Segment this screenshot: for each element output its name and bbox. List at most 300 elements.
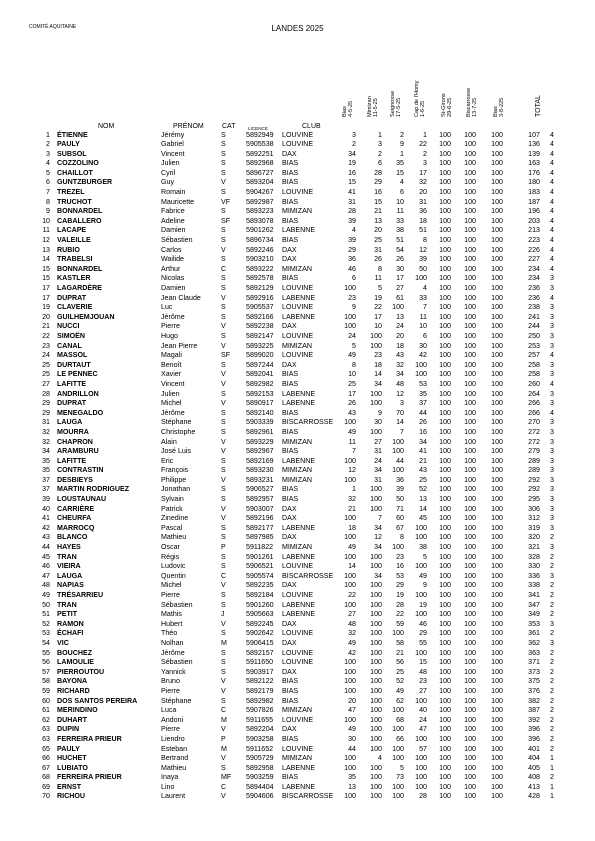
race-1-cell: 5 [352, 341, 356, 350]
rank-cell: 65 [42, 744, 50, 753]
rank-cell: 63 [42, 725, 50, 734]
race-6-cell: 100 [464, 495, 476, 504]
race-2-cell: 16 [374, 188, 382, 197]
race-3-cell: 35 [396, 159, 404, 168]
nom-cell: MASSOL [57, 351, 88, 360]
race-1-cell: 21 [348, 504, 356, 513]
race-1-cell: 100 [344, 418, 356, 427]
race-count-cell: 4 [550, 188, 554, 197]
cat-cell: S [221, 188, 226, 197]
race-1-cell: 48 [348, 619, 356, 628]
rank-cell: 10 [42, 216, 50, 225]
licence-cell: 5905538 [246, 140, 274, 149]
nom-cell: GUILHEMJOUAN [57, 312, 115, 321]
rank-cell: 70 [42, 792, 50, 801]
nom-cell: MARROCQ [57, 523, 95, 532]
rank-cell: 13 [42, 245, 50, 254]
total-cell: 176 [528, 168, 540, 177]
race-6-cell: 100 [464, 130, 476, 139]
cat-cell: S [221, 331, 226, 340]
prenom-cell: Jean Claude [161, 293, 201, 302]
prenom-cell: Pierre [161, 686, 180, 695]
race-5-cell: 100 [439, 495, 451, 504]
prenom-cell: Jérôme [161, 312, 185, 321]
race-3-cell: 39 [396, 485, 404, 494]
nom-cell: DURTAUT [57, 360, 91, 369]
total-cell: 203 [528, 216, 540, 225]
race-2-cell: 100 [370, 782, 382, 791]
race-5-cell: 100 [439, 763, 451, 772]
cat-cell: S [221, 130, 226, 139]
race-6-cell: 100 [464, 638, 476, 647]
licence-cell: 5892961 [246, 427, 274, 436]
total-cell: 258 [528, 360, 540, 369]
race-5-cell: 100 [439, 706, 451, 715]
race-3-cell: 68 [396, 715, 404, 724]
nom-cell: SUBSOL [57, 149, 87, 158]
race-count-cell: 2 [550, 629, 554, 638]
total-cell: 382 [528, 696, 540, 705]
club-cell: LABENNE [282, 456, 316, 465]
cat-cell: S [221, 533, 226, 542]
race-7-cell: 100 [491, 447, 503, 456]
table-row [0, 716, 595, 726]
rank-cell: 28 [42, 389, 50, 398]
race-3-cell: 34 [396, 370, 404, 379]
race-4-cell: 2 [423, 149, 427, 158]
nom-cell: BAYONA [57, 677, 88, 686]
race-5-date: 29-6-25 [447, 97, 454, 117]
race-6-cell: 100 [464, 591, 476, 599]
total-cell: 264 [528, 389, 540, 398]
race-3-cell: 29 [396, 581, 404, 590]
club-cell: MIMIZAN [282, 706, 312, 715]
prenom-cell: Liendro [161, 734, 185, 743]
club-cell: LABENNE [282, 600, 316, 609]
prenom-cell: Yannick [161, 667, 186, 676]
race-3-cell: 50 [396, 495, 404, 504]
race-count-cell: 2 [550, 744, 554, 753]
cat-cell: V [221, 178, 226, 187]
table-row [0, 601, 595, 611]
prenom-cell: Carlos [161, 245, 182, 254]
race-3-cell: 67 [396, 523, 404, 532]
race-6-cell: 100 [464, 159, 476, 168]
race-6-cell: 100 [464, 370, 476, 379]
prenom-cell: Zinedine [161, 514, 189, 523]
prenom-cell: Régis [161, 552, 180, 561]
race-1-cell: 11 [348, 437, 356, 446]
race-5-cell: 100 [439, 782, 451, 791]
race-1-cell: 24 [348, 331, 356, 340]
race-count-cell: 2 [550, 686, 554, 695]
race-2-cell: 100 [370, 734, 382, 743]
table-row [0, 409, 595, 419]
race-4-cell: 53 [419, 379, 427, 388]
race-1-cell: 28 [348, 207, 356, 216]
prenom-cell: Alain [161, 437, 177, 446]
rank-cell: 23 [42, 341, 50, 350]
table-row [0, 255, 595, 265]
race-2-cell: 100 [370, 610, 382, 619]
race-5-cell: 100 [439, 379, 451, 388]
club-cell: DAX [282, 514, 297, 523]
rank-cell: 58 [42, 677, 50, 686]
race-count-cell: 3 [550, 543, 554, 552]
race-4-cell: 33 [419, 293, 427, 302]
race-count-cell: 3 [550, 571, 554, 580]
prenom-cell: Michel [161, 399, 182, 408]
column-header-cat: CAT [222, 123, 236, 130]
total-cell: 376 [528, 686, 540, 695]
club-cell: BIAS [282, 159, 299, 168]
race-7-cell: 100 [491, 264, 503, 273]
race-6-cell: 100 [464, 408, 476, 417]
race-5-cell: 100 [439, 226, 451, 235]
rank-cell: 41 [42, 514, 50, 523]
club-cell: MIMIZAN [282, 264, 312, 273]
total-cell: 234 [528, 264, 540, 273]
rank-cell: 15 [42, 264, 50, 273]
race-6-cell: 100 [464, 197, 476, 206]
prenom-cell: Gabriel [161, 140, 184, 149]
prenom-cell: Guy [161, 178, 175, 187]
table-row [0, 543, 595, 553]
race-6-cell: 100 [464, 178, 476, 187]
total-cell: 295 [528, 495, 540, 504]
table-row [0, 418, 595, 428]
table-row [0, 370, 595, 380]
prenom-cell: Eric [161, 456, 174, 465]
cat-cell: V [221, 245, 226, 254]
cat-cell: V [221, 619, 226, 628]
race-5-cell: 100 [439, 322, 451, 331]
race-1-cell: 34 [348, 149, 356, 158]
race-3-cell: 44 [396, 456, 404, 465]
race-7-cell: 100 [491, 341, 503, 350]
race-2-cell: 2 [378, 149, 382, 158]
club-cell: LOUVINE [282, 658, 314, 667]
club-cell: BIAS [282, 197, 299, 206]
race-7-cell: 100 [491, 485, 503, 494]
race-1-cell: 17 [348, 389, 356, 398]
club-cell: MIMIZAN [282, 475, 312, 484]
race-count-cell: 3 [550, 341, 554, 350]
cat-cell: S [221, 284, 226, 292]
prenom-cell: Sébastien [161, 658, 193, 667]
total-cell: 226 [528, 245, 540, 254]
race-5-cell: 100 [439, 533, 451, 542]
race-4-cell: 6 [423, 331, 427, 340]
total-cell: 387 [528, 706, 540, 715]
total-cell: 401 [528, 744, 540, 753]
table-row [0, 169, 595, 179]
table-row [0, 495, 595, 505]
race-count-cell: 2 [550, 715, 554, 724]
race-5-cell: 100 [439, 293, 451, 302]
race-count-cell: 3 [550, 456, 554, 465]
rank-cell: 17 [42, 284, 50, 292]
table-row [0, 284, 595, 294]
prenom-cell: Laurent [161, 792, 186, 801]
race-4-cell: 100 [415, 754, 427, 763]
race-2-cell: 6 [378, 159, 382, 168]
nom-cell: ÉTIENNE [57, 130, 88, 139]
race-4-cell: 100 [415, 591, 427, 599]
race-7-cell: 100 [491, 773, 503, 782]
column-header-race-4 [414, 80, 427, 117]
nom-cell: BONNARDEL [57, 264, 103, 273]
race-5-cell: 100 [439, 696, 451, 705]
licence-cell: 5893204 [246, 178, 274, 187]
race-6-cell: 100 [464, 303, 476, 312]
club-cell: DAX [282, 360, 297, 369]
race-6-cell: 100 [464, 514, 476, 523]
race-6-cell: 100 [464, 331, 476, 340]
prenom-cell: Luca [161, 706, 177, 715]
race-1-cell: 12 [348, 466, 356, 475]
race-5-cell: 100 [439, 159, 451, 168]
cat-cell: V [221, 514, 226, 523]
race-count-cell: 2 [550, 725, 554, 734]
table-row [0, 783, 595, 793]
nom-cell: MOURRA [57, 427, 89, 436]
race-4-date: 1-6-25 [420, 100, 427, 117]
race-2-cell: 4 [378, 754, 382, 763]
table-row [0, 658, 595, 668]
total-cell: 223 [528, 236, 540, 245]
race-6-cell: 100 [464, 744, 476, 753]
total-cell: 373 [528, 667, 540, 676]
club-cell: DAX [282, 255, 297, 264]
race-4-cell: 36 [419, 207, 427, 216]
club-cell: BISCARROSSE [282, 571, 334, 580]
licence-cell: 5892958 [246, 763, 274, 772]
race-4-cell: 29 [419, 629, 427, 638]
table-row [0, 476, 595, 486]
licence-cell: 5892184 [246, 591, 274, 599]
nom-cell: LAGARDÈRE [57, 284, 102, 292]
club-cell: DAX [282, 725, 297, 734]
cat-cell: S [221, 389, 226, 398]
race-5-cell: 100 [439, 485, 451, 494]
race-count-cell: 3 [550, 399, 554, 408]
rank-cell: 59 [42, 686, 50, 695]
race-2-cell: 12 [374, 533, 382, 542]
nom-cell: CANAL [57, 341, 82, 350]
nom-cell: LAUGA [57, 418, 83, 427]
licence-cell: 5903259 [246, 773, 274, 782]
club-cell: MIMIZAN [282, 341, 312, 350]
nom-cell: LOUSTAUNAU [57, 495, 107, 504]
race-5-cell: 100 [439, 658, 451, 667]
race-count-cell: 3 [550, 447, 554, 456]
race-7-cell: 100 [491, 149, 503, 158]
race-2-cell: 100 [370, 389, 382, 398]
prenom-cell: Andoni [161, 715, 184, 724]
race-7-cell: 100 [491, 533, 503, 542]
rank-cell: 55 [42, 648, 50, 657]
race-7-cell: 100 [491, 351, 503, 360]
race-2-cell: 100 [370, 696, 382, 705]
table-row [0, 524, 595, 534]
total-cell: 371 [528, 658, 540, 667]
race-6-cell: 100 [464, 543, 476, 552]
race-4-cell: 9 [423, 581, 427, 590]
total-cell: 250 [528, 331, 540, 340]
licence-cell: 5903007 [246, 504, 274, 513]
nom-cell: CONTRASTIN [57, 466, 104, 475]
race-7-cell: 100 [491, 514, 503, 523]
race-3-cell: 100 [392, 447, 404, 456]
race-3-cell: 100 [392, 744, 404, 753]
race-6-date: 13-7-25 [472, 97, 479, 117]
nom-cell: CARRIÈRE [57, 504, 95, 513]
table-row [0, 188, 595, 198]
table-row [0, 303, 595, 313]
race-7-cell: 100 [491, 734, 503, 743]
table-row [0, 572, 595, 582]
cat-cell: S [221, 648, 226, 657]
race-count-cell: 4 [550, 226, 554, 235]
table-row [0, 159, 595, 169]
total-cell: 272 [528, 427, 540, 436]
race-4-cell: 48 [419, 667, 427, 676]
race-4-cell: 43 [419, 466, 427, 475]
race-6-cell: 100 [464, 600, 476, 609]
race-5-cell: 100 [439, 264, 451, 273]
race-2-cell: 5 [378, 284, 382, 292]
race-4-cell: 10 [419, 322, 427, 331]
nom-cell: CLAVERIE [57, 303, 93, 312]
club-cell: MIMIZAN [282, 437, 312, 446]
club-cell: LABENNE [282, 293, 316, 302]
race-3-cell: 32 [396, 360, 404, 369]
licence-cell: 5893222 [246, 264, 274, 273]
club-cell: LABENNE [282, 312, 316, 321]
race-1-cell: 32 [348, 629, 356, 638]
race-2-cell: 100 [370, 667, 382, 676]
race-7-cell: 100 [491, 274, 503, 283]
rank-cell: 62 [42, 715, 50, 724]
total-cell: 428 [528, 792, 540, 801]
race-7-cell: 100 [491, 207, 503, 216]
race-count-cell: 2 [550, 734, 554, 743]
total-cell: 266 [528, 399, 540, 408]
nom-cell: NAPIAS [57, 581, 84, 590]
total-cell: 396 [528, 734, 540, 743]
race-2-cell: 18 [374, 360, 382, 369]
column-header-race-5 [441, 93, 454, 117]
total-cell: 363 [528, 648, 540, 657]
race-count-cell: 3 [550, 514, 554, 523]
race-1-cell: 31 [348, 197, 356, 206]
race-2-cell: 10 [374, 322, 382, 331]
nom-cell: DUPRAT [57, 293, 87, 302]
nom-cell: TREZEL [57, 188, 85, 197]
licence-cell: 5892246 [246, 245, 274, 254]
club-cell: LOUVINE [282, 303, 314, 312]
club-cell: LOUVINE [282, 188, 314, 197]
race-3-cell: 9 [400, 140, 404, 149]
prenom-cell: Arthur [161, 264, 181, 273]
race-2-cell: 100 [370, 504, 382, 513]
club-cell: LABENNE [282, 610, 316, 619]
club-cell: LABENNE [282, 523, 316, 532]
race-1-cell: 3 [352, 130, 356, 139]
race-1-cell: 49 [348, 725, 356, 734]
race-4-cell: 42 [419, 351, 427, 360]
nom-cell: VIC [57, 638, 69, 647]
race-count-cell: 4 [550, 255, 554, 264]
race-4-cell: 45 [419, 514, 427, 523]
club-cell: LOUVINE [282, 130, 314, 139]
race-1-cell: 44 [348, 744, 356, 753]
race-4-cell: 100 [415, 763, 427, 772]
race-5-cell: 100 [439, 792, 451, 801]
race-2-cell: 100 [370, 619, 382, 628]
rank-cell: 25 [42, 370, 50, 379]
cat-cell: S [221, 159, 226, 168]
prenom-cell: Jean Pierre [161, 341, 198, 350]
total-cell: 253 [528, 341, 540, 350]
race-5-cell: 100 [439, 591, 451, 599]
club-cell: LABENNE [282, 226, 316, 235]
race-5-cell: 100 [439, 725, 451, 734]
cat-cell: V [221, 504, 226, 513]
cat-cell: M [221, 638, 227, 647]
race-3-cell: 26 [396, 255, 404, 264]
cat-cell: C [221, 571, 227, 580]
total-cell: 180 [528, 178, 540, 187]
rank-cell: 11 [42, 226, 50, 235]
table-row [0, 649, 595, 659]
prenom-cell: Vincent [161, 149, 185, 158]
rank-cell: 47 [42, 571, 50, 580]
race-3-cell: 100 [392, 543, 404, 552]
licence-cell: 5907826 [246, 706, 274, 715]
race-2-cell: 19 [374, 293, 382, 302]
rank-cell: 24 [42, 351, 50, 360]
race-1-cell: 2 [352, 140, 356, 149]
licence-cell: 5899020 [246, 351, 274, 360]
prenom-cell: Bruno [161, 677, 180, 686]
cat-cell: V [221, 370, 226, 379]
nom-cell: DUPIN [57, 725, 80, 734]
race-6-cell: 100 [464, 168, 476, 177]
club-cell: BIAS [282, 677, 299, 686]
race-3-cell: 4 [400, 178, 404, 187]
table-row [0, 706, 595, 716]
prenom-cell: Michel [161, 581, 182, 590]
licence-cell: 5901261 [246, 552, 274, 561]
race-3-cell: 100 [392, 706, 404, 715]
club-cell: LOUVINE [282, 140, 314, 149]
total-cell: 139 [528, 149, 540, 158]
prenom-cell: Hugo [161, 331, 178, 340]
table-row [0, 332, 595, 342]
race-3-cell: 13 [396, 312, 404, 321]
race-4-cell: 100 [415, 610, 427, 619]
club-cell: LOUVINE [282, 562, 314, 571]
race-count-cell: 2 [550, 658, 554, 667]
cat-cell: S [221, 763, 226, 772]
nom-cell: DUHART [57, 715, 87, 724]
race-4-cell: 41 [419, 447, 427, 456]
race-7-cell: 100 [491, 782, 503, 791]
race-6-cell: 100 [464, 485, 476, 494]
race-2-cell: 31 [374, 475, 382, 484]
